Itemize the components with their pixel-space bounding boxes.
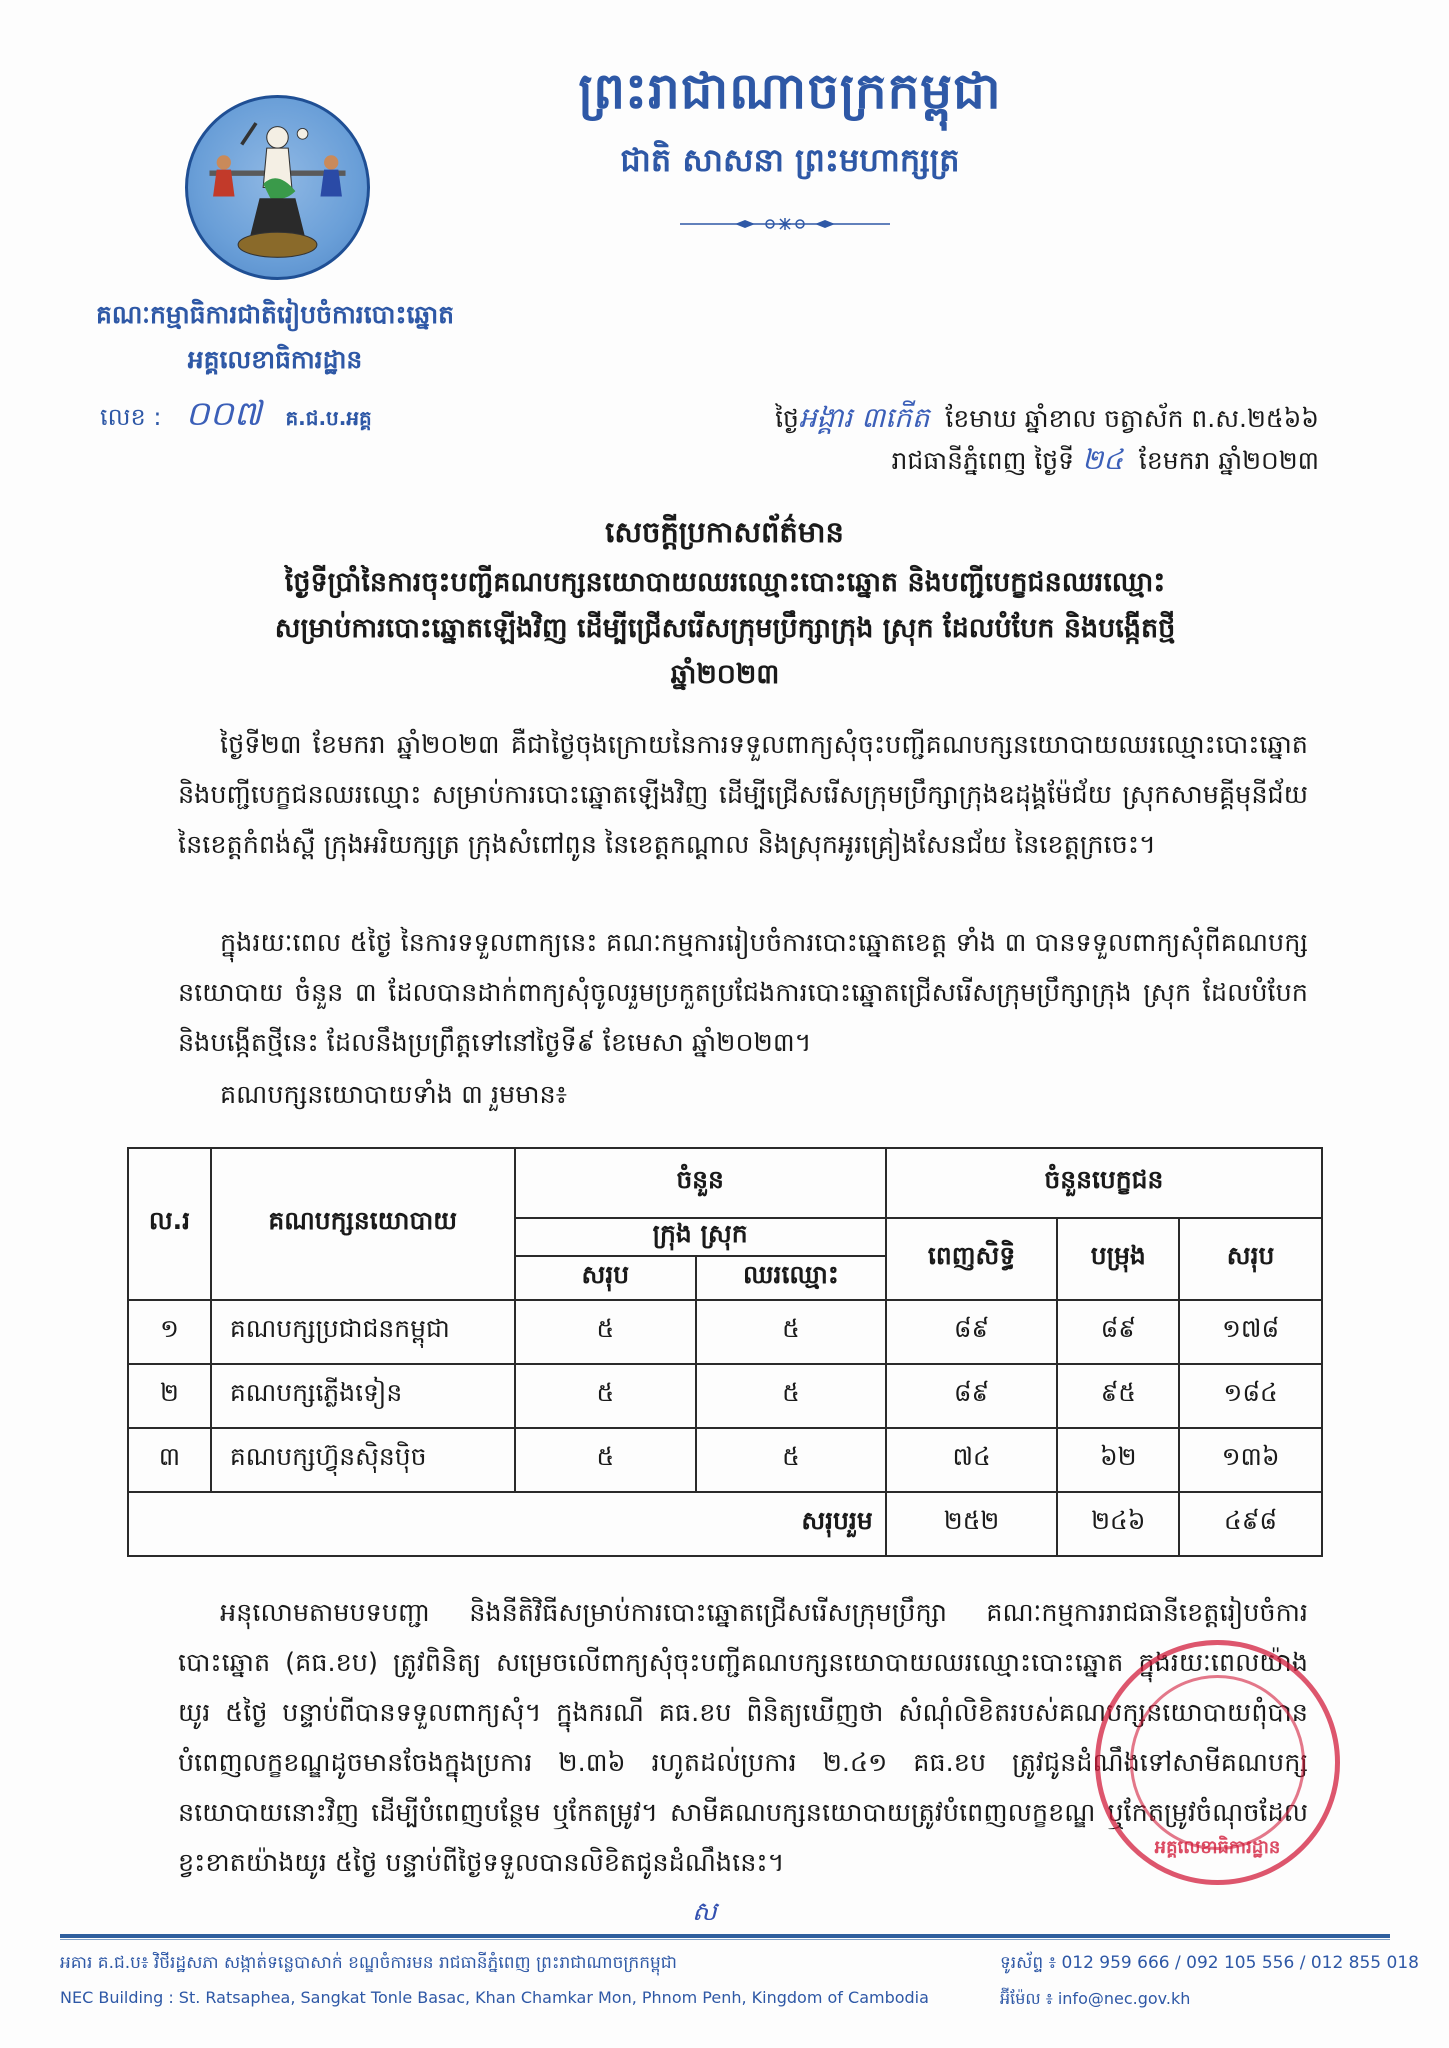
cell-party: គណបក្សហ៊្វុនស៊ិនប៉ិច xyxy=(211,1428,515,1492)
subtitle-line-3: ឆ្នាំ២០២៣ xyxy=(670,659,780,690)
footer-divider-thin xyxy=(60,1939,1390,1940)
lunar-day-handwritten: អង្គារ ៣កើត xyxy=(798,401,930,434)
seal-text: អគ្គលេខាធិការដ្ឋាន xyxy=(1154,1837,1281,1858)
ref-label: លេខ : xyxy=(100,403,162,431)
kingdom-title: ព្រះរាជាណាចក្រកម្ពុជា xyxy=(578,62,1002,120)
header-party: គណបក្សនយោបាយ xyxy=(211,1148,515,1300)
paragraph-3-text: គណបក្សនយោបាយទាំង ៣ រួមមាន៖ xyxy=(220,1080,567,1110)
subtitle-line-2: សម្រាប់ការបោះឆ្នោតឡើងវិញ ដើម្បីជ្រើសរើសក្រុមប្រឹក្សាក្រុង ស្រុក ដែលបំបែក និងបង្កើតថ្មី xyxy=(274,613,1176,644)
cell-council-contest: ៥ xyxy=(696,1428,886,1492)
header-council-contest: ឈរឈ្មោះ xyxy=(696,1256,886,1300)
table-row xyxy=(128,1300,1322,1364)
header-reserve: បម្រុង xyxy=(1057,1218,1179,1300)
solar-day-handwritten: ២៤ xyxy=(1082,443,1124,476)
document-subtitle xyxy=(120,560,1330,698)
cell-no: ៣ xyxy=(128,1428,211,1492)
table-row xyxy=(128,1364,1322,1428)
cell-full: ៨៩ xyxy=(886,1364,1058,1428)
footer-email xyxy=(1000,1988,1190,2012)
solar-date-prefix: រាជធានីភ្នំពេញ ថ្ងៃទី xyxy=(891,446,1075,475)
totals-total: ៤៩៨ xyxy=(1179,1492,1322,1556)
lunar-date-rest: ខែមាឃ ឆ្នាំខាល ចត្វាស័ក ព.ស.២៥៦៦ xyxy=(945,404,1319,433)
phone-numbers: 012 959 666 / 092 105 556 / 012 855 018 xyxy=(1061,1953,1419,1973)
signature: ស xyxy=(692,1897,717,1927)
ref-code: គ.ជ.ប.អគ្គ xyxy=(285,406,372,430)
cell-reserve: ៨៩ xyxy=(1057,1300,1179,1364)
totals-full: ២៥២ xyxy=(886,1492,1058,1556)
solar-date xyxy=(892,442,1319,483)
cell-council-total: ៥ xyxy=(515,1428,697,1492)
header-count: ចំនួន xyxy=(515,1148,886,1218)
cell-party: គណបក្សភ្លើងទៀន xyxy=(211,1364,515,1428)
phone-label: ទូរស័ព្ទ ៖ xyxy=(1000,1953,1057,1973)
totals-reserve: ២៤៦ xyxy=(1057,1492,1179,1556)
cell-total: ១៧៨ xyxy=(1179,1300,1322,1364)
totals-label: សរុបរួម xyxy=(128,1492,886,1556)
header-council-total: សរុប xyxy=(515,1256,697,1300)
national-motto: ជាតិ សាសនា ព្រះមហាក្សត្រ xyxy=(620,141,960,179)
cell-no: ១ xyxy=(128,1300,211,1364)
cell-council-contest: ៥ xyxy=(696,1300,886,1364)
cell-full: ៨៩ xyxy=(886,1300,1058,1364)
cell-party: គណបក្សប្រជាជនកម្ពុជា xyxy=(211,1300,515,1364)
cell-council-total: ៥ xyxy=(515,1364,697,1428)
reference-number xyxy=(100,392,372,442)
cell-reserve: ៦២ xyxy=(1057,1428,1179,1492)
ref-number: ០០៧ xyxy=(185,394,262,434)
paragraph-4-text: អនុលោមតាមបទបញ្ជា និងនីតិវិធីសម្រាប់ការបោះឆ្នោតជ្រើសរើសក្រុមប្រឹក្សា គណៈកម្មការរាជធានីខេត្តរៀបចំការបោះឆ្នោត (គធ.ខប) ត្រូវពិនិត្យ សម្រេចលើពាក្យសុំចុះបញ្ជីគណបក្សនយោបាយឈរឈ្មោះបោះឆ្នោត ក្នុងរយៈពេលយ៉ាងយូរ ៥ថ្ងៃ បន្ទាប់ពីបានទទួលពាក្យសុំ។ ក្នុងករណី គធ.ខប ពិនិត្យឃើញថា សំណុំលិខិតរបស់គណបក្សនយោបាយពុំបានបំពេញលក្ខខណ្ឌដូចមានចែងក្នុងប្រការ ២.៣៦ រហូតដល់ប្រការ ២.៤១ គធ.ខប ត្រូវជូនដំណឹងទៅសាមីគណបក្សនយោបាយនោះវិញ ដើម្បីបំពេញបន្ថែម ឬកែតម្រូវ។ សាមីគណបក្សនយោបាយត្រូវបំពេញលក្ខខណ្ឌ ឬកែតម្រូវចំណុចដែលខ្វះខាតយ៉ាងយូរ ៥ថ្ងៃ បន្ទាប់ពីថ្ងៃទទួលបានលិខិតជូនដំណឹងនេះ។ xyxy=(178,1598,1308,1878)
lunar-date-prefix: ថ្ងៃ xyxy=(775,404,799,433)
cell-total: ១៣៦ xyxy=(1179,1428,1322,1492)
header-no: ល.រ xyxy=(128,1148,211,1300)
paragraph-1-text: ថ្ងៃទី២៣ ខែមករា ឆ្នាំ២០២៣ គឺជាថ្ងៃចុងក្រោយនៃការទទួលពាក្យសុំចុះបញ្ជីគណបក្សនយោបាយឈរឈ្មោះបោះឆ្នោត និងបញ្ជីបេក្ខជនឈរឈ្មោះ សម្រាប់ការបោះឆ្នោតឡើងវិញ ដើម្បីជ្រើសរើសក្រុមប្រឹក្សាក្រុងឧដុង្គម៉ែជ័យ ស្រុកសាមគ្គីមុនីជ័យ នៃខេត្តកំពង់ស្ពឺ ក្រុងអរិយក្សត្រ ក្រុងសំពៅពូន នៃខេត្តកណ្តាល និងស្រុកអូរគ្រៀងសែនជ័យ នៃខេត្តក្រចេះ។ xyxy=(178,730,1308,860)
email-link[interactable]: info@nec.gov.kh xyxy=(1057,1989,1191,2008)
header-candidates: ចំនួនបេក្ខជន xyxy=(886,1148,1322,1218)
cell-total: ១៨៤ xyxy=(1179,1364,1322,1428)
document-title: សេចក្តីប្រកាសព័ត៌មាន xyxy=(605,515,844,549)
footer-divider xyxy=(60,1934,1390,1938)
ornament-divider-icon xyxy=(680,216,890,230)
footer-address-en: NEC Building : St. Ratsaphea, Sangkat Tonle Basac, Khan Chamkar Mon, Phnom Penh, Kingdom of Cambodia xyxy=(60,1988,929,2007)
paragraph-2-text: ក្នុងរយៈពេល ៥ថ្ងៃ នៃការទទួលពាក្យនេះ គណៈកម្មការរៀបចំការបោះឆ្នោតខេត្ត ទាំង ៣ បានទទួលពាក្យសុំពីគណបក្សនយោបាយ ចំនួន ៣ ដែលបានដាក់ពាក្យសុំចូលរួមប្រកួតប្រជែងការបោះឆ្នោតជ្រើសរើសក្រុមប្រឹក្សាក្រុង ស្រុក ដែលបំបែក និងបង្កើតថ្មីនេះ ដែលនឹងប្រព្រឹត្តទៅនៅថ្ងៃទី៩ ខែមេសា ឆ្នាំ២០២៣។ xyxy=(178,928,1308,1058)
lunar-date xyxy=(775,400,1319,441)
footer-phone xyxy=(1000,1952,1419,1977)
header-full: ពេញសិទ្ធិ xyxy=(886,1218,1058,1300)
header-total: សរុប xyxy=(1179,1218,1322,1300)
org-department: អគ្គលេខាធិការដ្ឋាន xyxy=(187,345,363,374)
cell-reserve: ៩៥ xyxy=(1057,1364,1179,1428)
cell-council-total: ៥ xyxy=(515,1300,697,1364)
totals-row xyxy=(128,1492,1322,1556)
official-seal-icon xyxy=(1095,1640,1340,1885)
cell-full: ៧៤ xyxy=(886,1428,1058,1492)
solar-date-rest: ខែមករា ឆ្នាំ២០២៣ xyxy=(1138,446,1319,475)
table-row xyxy=(128,1428,1322,1492)
header-council: ក្រុង ស្រុក xyxy=(515,1218,886,1256)
parties-table xyxy=(127,1147,1323,1557)
cell-council-contest: ៥ xyxy=(696,1364,886,1428)
cell-no: ២ xyxy=(128,1364,211,1428)
paragraph-2 xyxy=(178,918,1308,1068)
paragraph-1 xyxy=(178,720,1308,870)
nec-emblem-icon xyxy=(185,95,370,280)
footer-address-kh: អគារ គ.ជ.ប៖ វិថីរដ្ឋសភា សង្កាត់ទន្លេបាសាក់ ខណ្ឌចំការមន រាជធានីភ្នំពេញ ព្រះរាជាណាចក្រកម្ពុជា xyxy=(60,1953,677,1973)
email-label: អ៊ីម៉ែល ៖ xyxy=(1000,1989,1053,2008)
subtitle-line-1: ថ្ងៃទីប្រាំនៃការចុះបញ្ជីគណបក្សនយោបាយឈរឈ្មោះបោះឆ្នោត និងបញ្ជីបេក្ខជនឈរឈ្មោះ xyxy=(284,567,1166,598)
org-name: គណៈកម្មាធិការជាតិរៀបចំការបោះឆ្នោត xyxy=(95,300,455,329)
paragraph-3 xyxy=(178,1070,1308,1120)
